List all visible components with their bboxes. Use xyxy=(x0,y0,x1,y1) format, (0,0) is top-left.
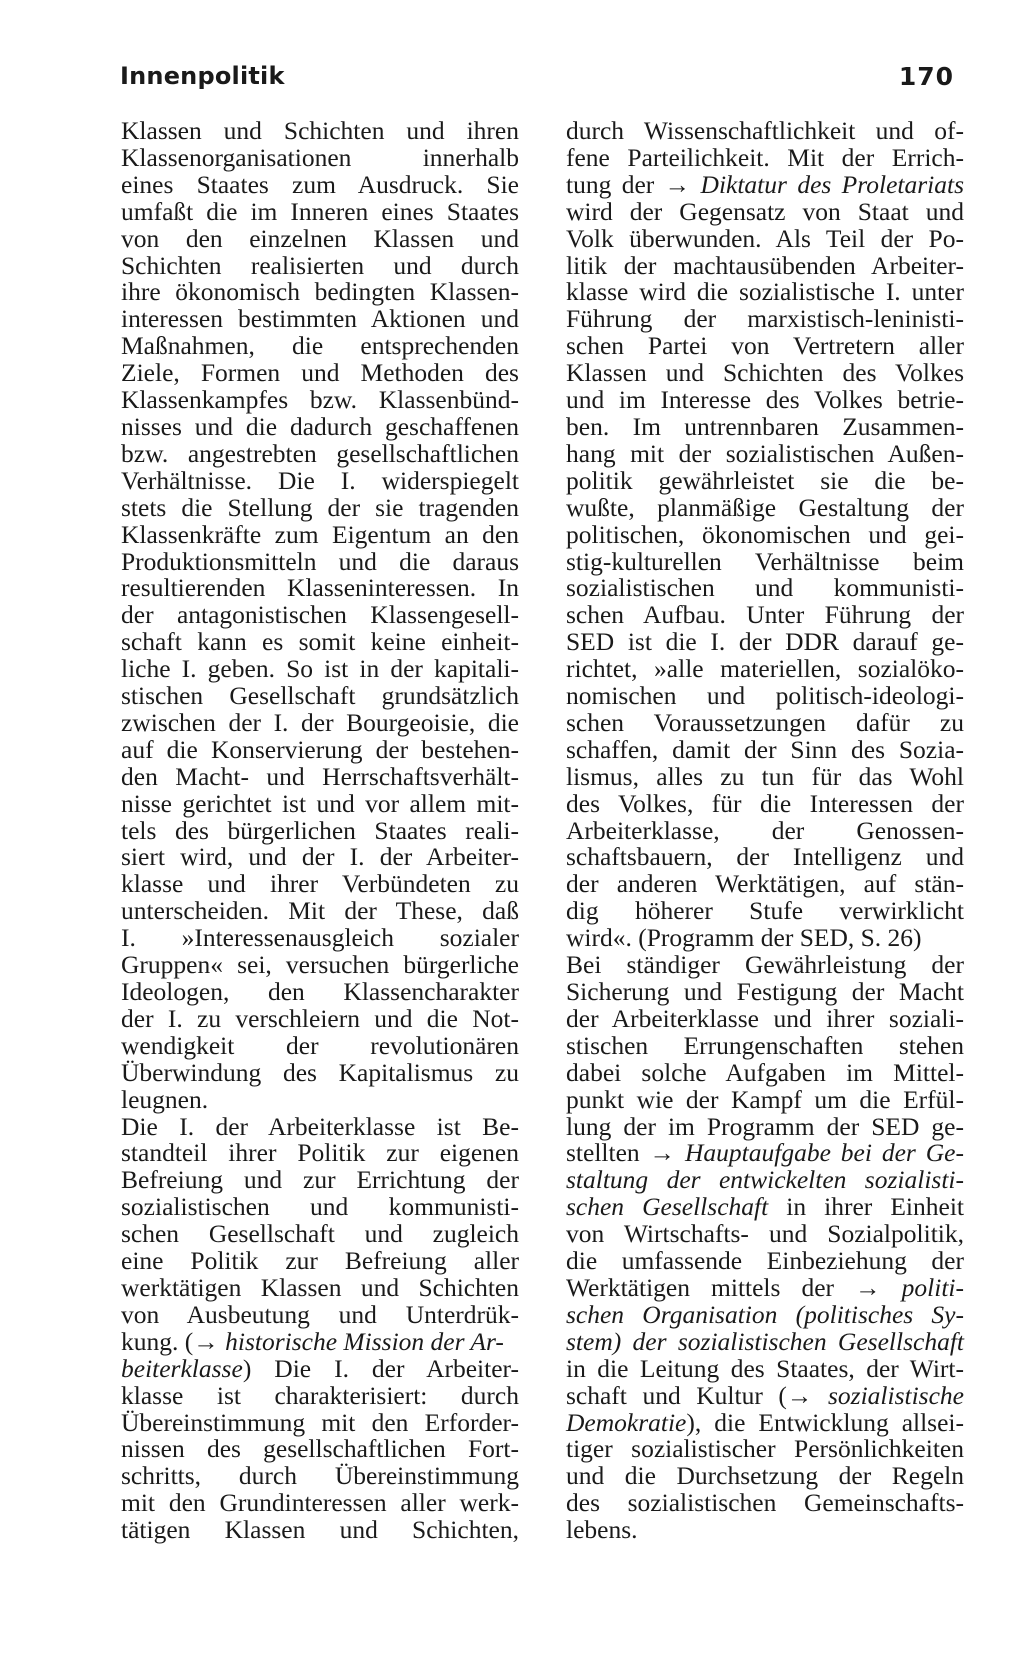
text-line: unterscheiden. Mit der These, daß xyxy=(121,896,519,926)
text-line: des Volkes, für die Interessen der xyxy=(566,788,964,818)
page-header xyxy=(120,62,954,102)
text-line: Klassenkräfte zum Eigentum an den xyxy=(121,519,519,549)
text-line: stig-kulturellen Verhältnisse beim xyxy=(566,546,964,576)
text-line: Verhältnisse. Die I. widerspiegelt xyxy=(121,465,519,495)
text-run: schaft und Kultur (→ xyxy=(566,1380,828,1410)
text-line: Produktionsmitteln und die daraus xyxy=(121,546,519,576)
text-line: werktätigen Klassen und Schichten xyxy=(121,1272,519,1302)
text-line: schaft kann es somit keine einheit- xyxy=(121,627,519,657)
text-line: Schichten realisierten und durch xyxy=(121,250,519,280)
text-line: hang mit der sozialistischen Außen- xyxy=(566,438,964,468)
text-line: Ideologen, den Klassencharakter xyxy=(121,977,519,1006)
page-number: 170 xyxy=(898,62,954,91)
text-line: tels des bürgerlichen Staates reali- xyxy=(121,815,519,845)
text-line: die umfassende Einbeziehung der xyxy=(566,1246,964,1276)
text-line: sozialistischen und kommunisti- xyxy=(566,573,964,603)
text-run: kung. (→ xyxy=(121,1326,226,1356)
text-line: wußte, planmäßige Gestaltung der xyxy=(566,492,964,522)
text-line xyxy=(566,169,964,199)
text-line: lismus, alles zu tun für das Wohl xyxy=(566,761,964,791)
text-line: schaffen, damit der Sinn des Sozia- xyxy=(566,734,964,764)
text-line: mit den Grundinteressen aller werk- xyxy=(121,1488,519,1518)
text-line: Maßnahmen, die entsprechenden xyxy=(121,331,519,361)
text-line: wird«. (Programm der SED, S. 26) xyxy=(566,923,922,953)
running-head-title: Innenpolitik xyxy=(120,62,285,90)
text-line: nisse gerichtet ist und vor allem mit- xyxy=(121,788,519,818)
text-line: stets die Stellung der sie tragenden xyxy=(121,492,519,522)
text-line: lebens. xyxy=(566,1515,638,1545)
text-line: punkt wie der Kampf um die Erfül- xyxy=(566,1084,964,1114)
text-line: SED ist die I. der DDR darauf ge- xyxy=(566,627,964,657)
text-line xyxy=(121,1326,519,1356)
text-line: nisses und die dadurch geschaffenen xyxy=(121,411,519,441)
text-line: Klassenorganisationen innerhalb xyxy=(121,142,519,172)
right-text-column xyxy=(566,118,964,1544)
text-line: Übereinstimmung mit den Erforder- xyxy=(121,1407,519,1437)
text-line: liche I. geben. So ist in der kapitali- xyxy=(121,654,519,684)
text-line: klasse ist charakterisiert: durch xyxy=(121,1380,519,1410)
text-line: Klassenkampfes bzw. Klassenbünd- xyxy=(121,385,519,415)
text-line: nomischen und politisch-ideologi- xyxy=(566,681,964,711)
text-line: litik der machtausübenden Arbeiter- xyxy=(566,250,964,280)
cross-reference-link[interactable]: schen Gesellschaft xyxy=(566,1192,769,1222)
text-run: Werktätigen mittels der → xyxy=(566,1272,902,1302)
text-line xyxy=(566,1272,964,1302)
text-line: in die Leitung des Staates, der Wirt- xyxy=(566,1353,964,1383)
text-line xyxy=(566,1140,964,1167)
left-text-column xyxy=(121,118,519,1544)
text-line: und die Durchsetzung der Regeln xyxy=(566,1461,964,1491)
text-line: der anderen Werktätigen, auf stän- xyxy=(566,869,964,899)
text-line xyxy=(566,1299,964,1329)
text-line: bzw. angestrebten gesellschaftlichen xyxy=(121,438,519,468)
text-line: Sicherung und Festigung der Macht xyxy=(566,977,964,1006)
text-line: des sozialistischen Gemeinschafts- xyxy=(566,1488,964,1518)
cross-reference-link[interactable]: sozialistische xyxy=(827,1380,964,1410)
text-line: den Macht- und Herrschaftsverhält- xyxy=(121,761,519,791)
text-line: stischen Errungenschaften stehen xyxy=(566,1030,964,1060)
text-line: sozialistischen und kommunisti- xyxy=(121,1192,519,1222)
text-line: der Arbeiterklasse und ihrer soziali- xyxy=(566,1003,964,1033)
cross-reference-link[interactable]: stem) der sozialistischen Gesellschaft xyxy=(566,1326,964,1356)
text-line: stischen Gesellschaft grundsätzlich xyxy=(121,681,519,711)
text-line: schen Gesellschaft und zugleich xyxy=(121,1219,519,1249)
text-line: Klassen und Schichten und ihren xyxy=(121,116,519,145)
text-line: Bei ständiger Gewährleistung der xyxy=(566,950,964,980)
cross-reference-link[interactable]: Demokratie xyxy=(566,1407,687,1437)
cross-reference-link[interactable]: politi- xyxy=(901,1272,964,1302)
text-line: politik gewährleistet sie die be- xyxy=(566,465,964,495)
text-line: interessen bestimmten Aktionen und xyxy=(121,304,519,334)
text-line: von Ausbeutung und Unterdrük- xyxy=(121,1299,519,1329)
text-line: und im Interesse des Volkes betrie- xyxy=(566,385,964,415)
cross-reference-link[interactable]: Diktatur des Proletariats xyxy=(700,169,964,199)
text-line: eine Politik zur Befreiung aller xyxy=(121,1246,519,1276)
text-line: Führung der marxistisch-leninisti- xyxy=(566,304,964,334)
cross-reference-link[interactable]: beiterklasse xyxy=(121,1353,243,1383)
cross-reference-link[interactable]: Hauptaufgabe bei der Ge- xyxy=(684,1138,964,1168)
text-line: klasse wird die sozialistische I. unter xyxy=(566,277,964,307)
text-line: Klassen und Schichten des Volkes xyxy=(566,358,964,388)
text-line: resultierenden Klasseninteressen. In xyxy=(121,573,519,603)
text-line: fene Parteilichkeit. Mit der Errich- xyxy=(566,142,964,172)
cross-reference-link[interactable]: schen Organisation (politisches Sy- xyxy=(566,1299,964,1329)
text-line: lung der im Programm der SED ge- xyxy=(566,1111,964,1141)
text-line: schen Aufbau. Unter Führung der xyxy=(566,600,964,630)
text-line: ihre ökonomisch bedingten Klassen- xyxy=(121,277,519,307)
text-line: umfaßt die im Inneren eines Staates xyxy=(121,196,519,226)
text-line: siert wird, und der I. der Arbeiter- xyxy=(121,842,519,872)
text-line: der antagonistischen Klassengesell- xyxy=(121,600,519,630)
text-line xyxy=(566,1326,964,1356)
text-line: leugnen. xyxy=(121,1084,209,1114)
text-line: politischen, ökonomischen und gei- xyxy=(566,519,964,549)
text-line xyxy=(566,1380,964,1410)
text-line: wendigkeit der revolutionären xyxy=(121,1030,519,1060)
text-line: schen Voraussetzungen dafür zu xyxy=(566,707,964,737)
text-line: dabei solche Aufgaben im Mittel- xyxy=(566,1057,964,1087)
text-line xyxy=(566,1407,964,1437)
text-line: von den einzelnen Klassen und xyxy=(121,223,519,253)
text-line xyxy=(566,1167,964,1194)
text-run: stellten → xyxy=(566,1138,685,1168)
text-run: ), die Entwicklung allsei- xyxy=(686,1407,964,1437)
text-line: dig höherer Stufe verwirklicht xyxy=(566,896,964,926)
text-line: schen Partei von Vertretern aller xyxy=(566,331,964,361)
cross-reference-link[interactable]: staltung der entwickelten sozialisti- xyxy=(566,1165,964,1195)
text-line xyxy=(121,1353,519,1383)
text-run: tung der → xyxy=(566,169,701,199)
text-line: auf die Konservierung der bestehen- xyxy=(121,734,519,764)
text-run: in ihrer Einheit xyxy=(768,1192,964,1222)
text-line: nissen des gesellschaftlichen Fort- xyxy=(121,1434,519,1464)
text-line: Ziele, Formen und Methoden des xyxy=(121,358,519,388)
text-run: ) Die I. der Arbeiter- xyxy=(242,1353,519,1383)
text-line: Arbeiterklasse, der Genossen- xyxy=(566,815,964,845)
text-line: wird der Gegensatz von Staat und xyxy=(566,196,964,226)
text-line: Befreiung und zur Errichtung der xyxy=(121,1165,519,1195)
text-line: schaftsbauern, der Intelligenz und xyxy=(566,842,964,872)
text-line: Gruppen« sei, versuchen bürgerliche xyxy=(121,950,519,980)
text-line: Überwindung des Kapitalismus zu xyxy=(121,1057,519,1087)
text-line: eines Staates zum Ausdruck. Sie xyxy=(121,169,519,199)
cross-reference-link[interactable]: historische Mission der Ar- xyxy=(225,1326,504,1356)
text-line: I. »Interessenausgleich sozialer xyxy=(121,923,519,953)
text-line: richtet, »alle materiellen, sozialöko- xyxy=(566,654,964,684)
text-line: tätigen Klassen und Schichten, xyxy=(121,1515,519,1545)
text-line xyxy=(566,1194,964,1221)
text-line: Volk überwunden. Als Teil der Po- xyxy=(566,223,964,253)
text-line: klasse und ihrer Verbündeten zu xyxy=(121,869,519,899)
text-line: von Wirtschafts- und Sozialpolitik, xyxy=(566,1219,964,1249)
text-line: ben. Im untrennbaren Zusammen- xyxy=(566,411,964,441)
text-line: schritts, durch Übereinstimmung xyxy=(121,1461,519,1491)
text-line: Die I. der Arbeiterklasse ist Be- xyxy=(121,1111,519,1141)
text-line: durch Wissenschaftlichkeit und of- xyxy=(566,116,964,145)
text-line: tiger sozialistischer Persönlichkeiten xyxy=(566,1434,964,1464)
text-line: der I. zu verschleiern und die Not- xyxy=(121,1003,519,1033)
text-line: standteil ihrer Politik zur eigenen xyxy=(121,1138,519,1168)
text-line: zwischen der I. der Bourgeoisie, die xyxy=(121,707,519,737)
